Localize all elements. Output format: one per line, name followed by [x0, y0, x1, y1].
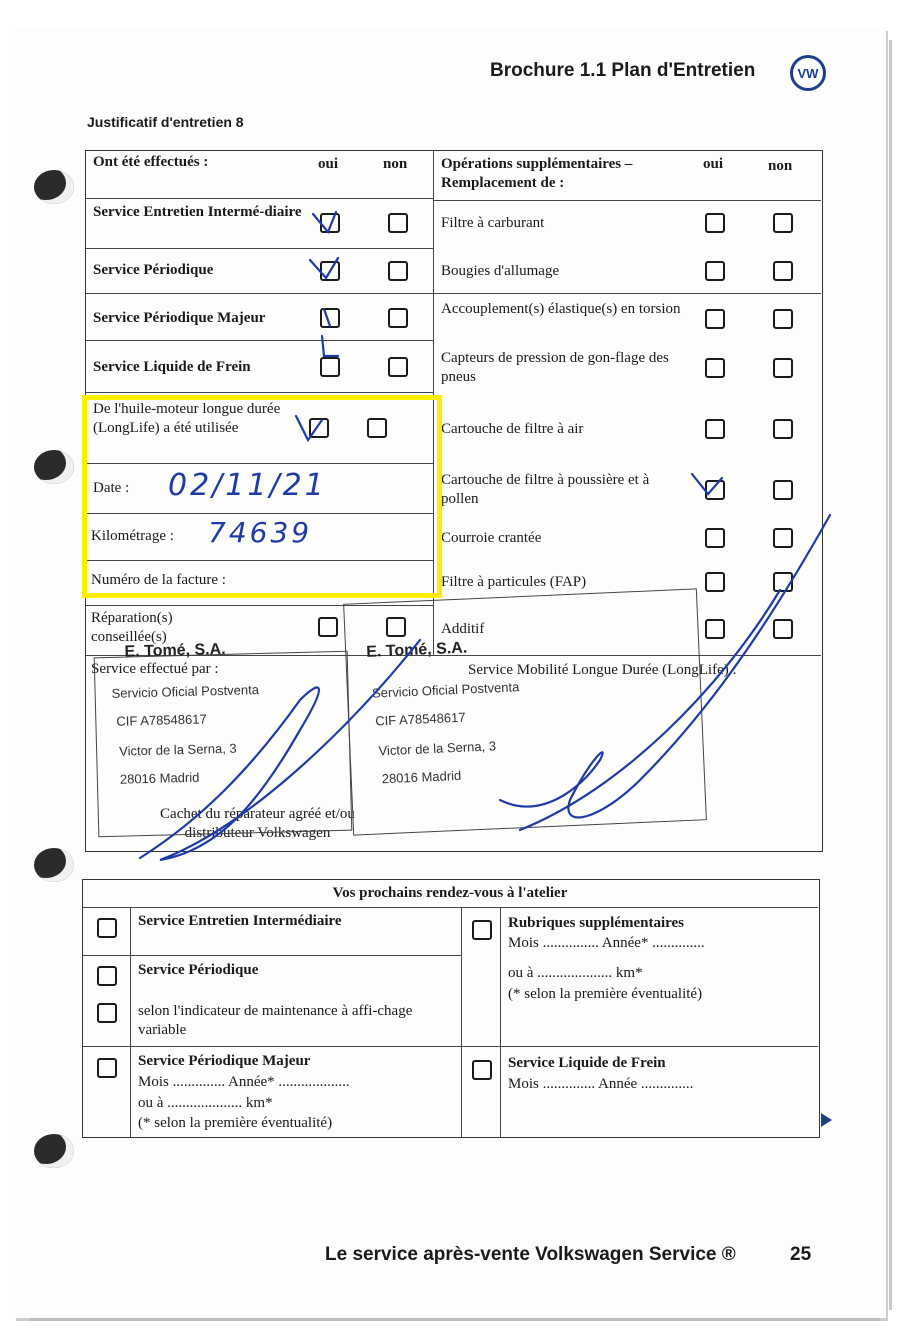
visit-major: Service Périodique Majeur [138, 1053, 311, 1069]
dealer-stamp [343, 588, 707, 835]
row-label: Capteurs de pression de gon-flage des pneus [441, 350, 669, 385]
checkbox-oui[interactable] [705, 261, 725, 281]
service-by-label: Service effectué par : [91, 661, 219, 677]
checkbox-oui[interactable] [705, 213, 725, 233]
longlife-oil-label: De l'huile-moteur longue durée (LongLife) a été utilisée [93, 401, 281, 436]
binder-hole [34, 848, 74, 882]
left-col-oui: oui [318, 156, 339, 172]
stamp-line: 28016 Madrid [381, 767, 462, 787]
visit-extra: Rubriques supplémentaires [508, 915, 685, 931]
row-label: Cartouche de filtre à poussière et à pollen [441, 472, 650, 507]
row-label: Courroie crantée [441, 530, 542, 546]
right-col-non: non [768, 158, 793, 174]
row-label: Service Entretien Intermé-diaire [93, 204, 302, 220]
binder-hole [34, 1134, 74, 1168]
mobility-label: Service Mobilité Longue Durée (LongLife) : [468, 662, 737, 678]
date-value: 02/11/21 [168, 468, 327, 503]
stamp-caption: Cachet du réparateur agréé et/ou distributeur Volkswagen [160, 806, 355, 841]
visit-intermediate: Service Entretien Intermédiaire [138, 913, 342, 929]
right-table-heading: Opérations supplémentaires – Remplacement de : [441, 156, 633, 191]
checkbox-non[interactable] [773, 528, 793, 548]
checkbox-oui[interactable] [705, 480, 725, 500]
next-visits-heading: Vos prochains rendez-vous à l'atelier [332, 885, 568, 901]
checkbox-intermediate[interactable] [97, 918, 117, 938]
row-divider [86, 293, 433, 294]
date-label: Date : [93, 480, 130, 496]
stamp-line: Servicio Oficial Postventa [111, 682, 260, 701]
checkbox-non[interactable] [388, 308, 408, 328]
row-label: Service Périodique [93, 262, 214, 278]
checkbox-non[interactable] [773, 419, 793, 439]
stamp-line: Servicio Oficial Postventa [371, 679, 520, 701]
checkbox-oui[interactable] [705, 619, 725, 639]
km-value: 74639 [208, 516, 313, 549]
stamp-line: Victor de la Serna, 3 [118, 740, 237, 759]
checkbox-non[interactable] [773, 213, 793, 233]
checkbox-brake[interactable] [472, 1060, 492, 1080]
dealer-stamp [94, 640, 353, 838]
visit-extra-date: Mois ............... Année* .............. [508, 935, 705, 951]
visit-brake-date: Mois .............. Année .............. [508, 1076, 694, 1092]
page-number: 25 [790, 1244, 812, 1265]
row-label: Filtre à carburant [441, 215, 545, 231]
checkbox-oui[interactable] [320, 261, 340, 281]
row-divider [83, 907, 818, 908]
checkbox-oui[interactable] [318, 617, 338, 637]
row-divider [86, 392, 433, 393]
checkbox-non[interactable] [388, 213, 408, 233]
highlight-box [82, 395, 442, 598]
checkbox-oui[interactable] [705, 572, 725, 592]
row-divider [83, 1046, 818, 1047]
page-header-title: Brochure 1.1 Plan d'Entretien [490, 60, 756, 81]
checkbox-non[interactable] [773, 309, 793, 329]
left-col-non: non [383, 156, 408, 172]
page-footer: Le service après-vente Volkswagen Service ® [325, 1244, 736, 1265]
visit-periodic-indicator: selon l'indicateur de maintenance à affi-chage variable [138, 1003, 413, 1038]
visit-major-date: Mois .............. Année* ................... [138, 1074, 350, 1090]
row-label: Filtre à particules (FAP) [441, 574, 587, 590]
checkbox-non[interactable] [773, 572, 793, 592]
km-label: Kilométrage : [91, 528, 174, 544]
checkbox-non[interactable] [773, 619, 793, 639]
checkbox-non[interactable] [388, 357, 408, 377]
row-divider [83, 955, 461, 956]
row-divider [86, 248, 433, 249]
visit-extra-note: (* selon la première éventualité) [508, 986, 703, 1002]
column-divider [130, 908, 131, 1137]
checkbox-major[interactable] [97, 1058, 117, 1078]
row-divider [86, 340, 433, 341]
checkbox-oui[interactable] [705, 419, 725, 439]
checkbox-non[interactable] [773, 261, 793, 281]
left-table-heading: Ont été effectués : [93, 154, 209, 170]
visit-major-km: ou à .................... km* [138, 1095, 273, 1111]
checkbox-periodic-indicator[interactable] [97, 1003, 117, 1023]
row-label: Accouplement(s) élastique(s) en torsion [441, 301, 681, 317]
next-page-arrow-icon [821, 1113, 832, 1127]
binder-hole [34, 170, 74, 204]
checkbox-non[interactable] [388, 261, 408, 281]
vw-logo-icon: VW [790, 55, 826, 91]
visit-major-note: (* selon la première éventualité) [138, 1115, 333, 1131]
visit-periodic: Service Périodique [138, 962, 259, 978]
column-divider [461, 908, 462, 1137]
repairs-label: Réparation(s) conseillée(s) [91, 610, 173, 645]
checkbox-oui[interactable] [320, 308, 340, 328]
row-label: Service Périodique Majeur [93, 310, 266, 326]
checkbox-periodic[interactable] [97, 966, 117, 986]
row-label: Additif [441, 621, 485, 637]
stamp-line: Victor de la Serna, 3 [378, 738, 497, 759]
checkbox-oui[interactable] [705, 528, 725, 548]
stamp-line: 28016 Madrid [119, 769, 200, 787]
visit-brake: Service Liquide de Frein [508, 1055, 666, 1071]
right-col-oui: oui [703, 156, 724, 172]
column-divider [500, 908, 501, 1137]
form-subtitle: Justificatif d'entretien 8 [87, 114, 244, 130]
visit-extra-km: ou à .................... km* [508, 965, 643, 981]
row-divider [434, 200, 821, 201]
stamp-line: CIF A78548617 [374, 709, 466, 729]
page-edge-bottom [30, 1318, 880, 1321]
binder-hole [34, 450, 74, 484]
stamp-line: CIF A78548617 [116, 711, 207, 729]
invoice-label: Numéro de la facture : [91, 572, 226, 588]
stamp-company: E. Tomé, S.A. [365, 639, 468, 661]
row-label: Cartouche de filtre à air [441, 421, 584, 437]
row-divider [86, 198, 433, 199]
checkbox-oui[interactable] [320, 357, 340, 377]
checkbox-non[interactable] [773, 358, 793, 378]
stamp-company: E. Tomé, S.A. [124, 640, 226, 661]
checkbox-non[interactable] [773, 480, 793, 500]
row-label: Service Liquide de Frein [93, 359, 251, 375]
checkbox-oui[interactable] [320, 213, 340, 233]
page-edge [889, 40, 892, 1310]
checkbox-oui[interactable] [705, 309, 725, 329]
checkbox-oui[interactable] [705, 358, 725, 378]
row-label: Bougies d'allumage [441, 263, 560, 279]
row-divider [434, 293, 821, 294]
checkbox-extra[interactable] [472, 920, 492, 940]
